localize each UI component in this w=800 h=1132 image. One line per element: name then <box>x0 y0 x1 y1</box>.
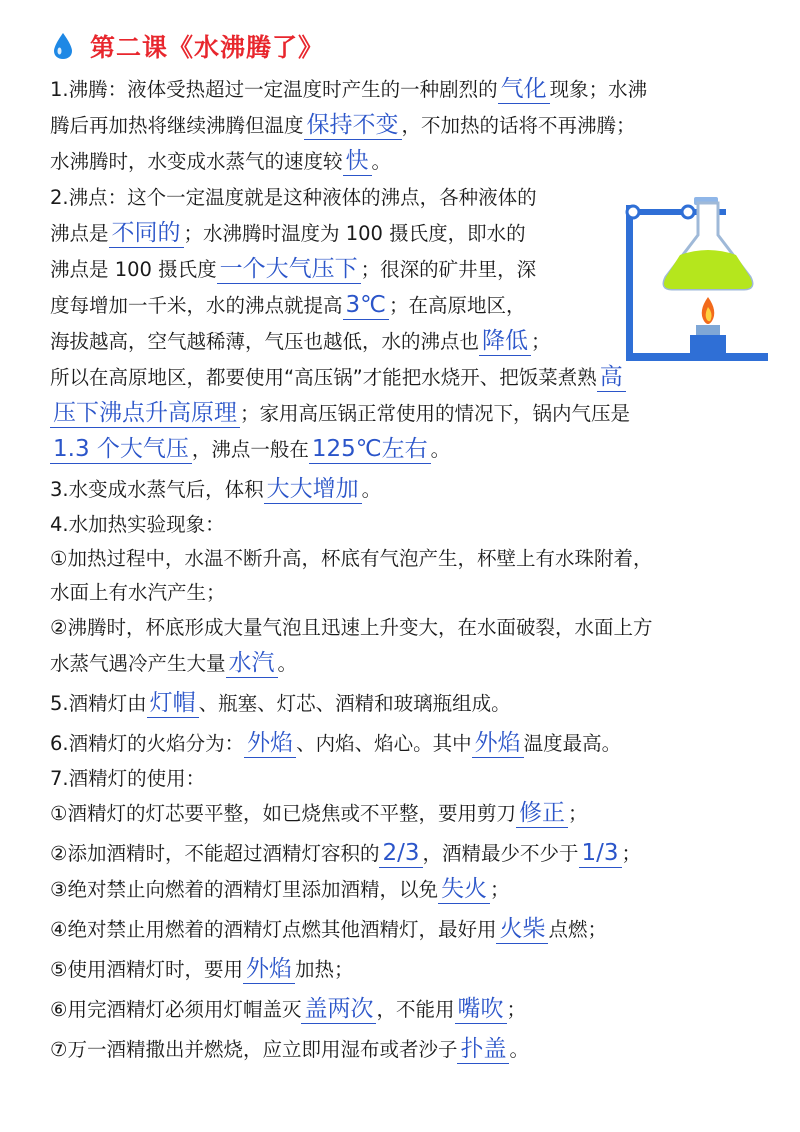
text: 、内焰、焰心。其中 <box>296 732 472 755</box>
text: ，不能用 <box>376 998 455 1021</box>
text: 水沸腾时，水变成水蒸气的速度较 <box>50 150 343 173</box>
answer: 1.3 个大气压 <box>50 435 192 464</box>
answer: 一个大气压下 <box>217 255 361 284</box>
s2-line-4 <box>50 288 758 324</box>
s2-line-2 <box>50 216 758 252</box>
text: ；家用高压锅正常使用的情况下，锅内气压是 <box>240 402 631 425</box>
s6-line <box>50 726 758 762</box>
s4-line-1 <box>50 542 758 576</box>
answer: 外焰 <box>472 729 524 758</box>
answer: 失火 <box>438 875 490 904</box>
water-drop-icon <box>50 31 76 61</box>
text: 4.水加热实验现象： <box>50 513 225 536</box>
text: ⑤使用酒精灯时，要用 <box>50 958 243 981</box>
title-row <box>50 26 324 66</box>
text: 现象；水沸 <box>549 78 648 101</box>
text: 点燃； <box>548 918 607 941</box>
answer: 3℃ <box>343 291 389 320</box>
s1-line-1 <box>50 72 758 108</box>
text: 。 <box>361 478 382 501</box>
s7-item-2 <box>50 836 758 872</box>
answer: 嘴吹 <box>455 995 507 1024</box>
s4-head <box>50 508 758 542</box>
text: ； <box>621 842 642 865</box>
text: 6.酒精灯的火焰分为： <box>50 732 245 755</box>
text: ；很深的矿井里，深 <box>360 258 537 281</box>
s7-item-1 <box>50 796 758 832</box>
s4-line-4 <box>50 646 758 682</box>
text: ④绝对禁止用燃着的酒精灯点燃其他酒精灯，最好用 <box>50 918 497 941</box>
s2-line-1 <box>50 180 758 216</box>
s1-line-2 <box>50 108 758 144</box>
text: 腾后再加热将继续沸腾但温度 <box>50 114 304 137</box>
text: ；在高原地区， <box>388 294 526 317</box>
text: 、瓶塞、灯芯、酒精和玻璃瓶组成。 <box>198 692 511 715</box>
text: 海拔越高，空气越稀薄，气压也越低，水的沸点也 <box>50 330 480 353</box>
text: ②添加酒精时，不能超过酒精灯容积的 <box>50 842 380 865</box>
content <box>50 72 758 1068</box>
text: ； <box>531 330 551 353</box>
text: ；水沸腾时温度为 100 摄氏度，即水的 <box>183 222 526 245</box>
text: 3.水变成水蒸气后，体积 <box>50 478 264 501</box>
text: 水面上有水汽产生； <box>50 581 226 604</box>
answer: 火柴 <box>496 915 548 944</box>
text: ，沸点一般在 <box>191 438 309 461</box>
text: 1.沸腾：液体受热超过一定温度时产生的一种剧烈的 <box>50 78 498 101</box>
s7-head <box>50 762 758 796</box>
answer: 大大增加 <box>264 475 362 504</box>
answer: 降低 <box>479 327 531 356</box>
s7-item-4 <box>50 912 758 948</box>
s2-line-5 <box>50 324 758 360</box>
text: ，不加热的话将不再沸腾； <box>401 114 636 137</box>
text: 。 <box>277 652 298 675</box>
answer: 外焰 <box>243 955 295 984</box>
s2-line-7 <box>50 396 758 432</box>
s2-line-3 <box>50 252 758 288</box>
text: 。 <box>371 150 392 173</box>
s4-line-3 <box>50 610 758 646</box>
answer: 气化 <box>498 75 550 104</box>
text: ⑦万一酒精撒出并燃烧，应立即用湿布或者沙子 <box>50 1038 458 1061</box>
answer: 水汽 <box>226 649 278 678</box>
text: ，酒精最少不少于 <box>422 842 579 865</box>
answer: 125℃左右 <box>309 435 431 464</box>
text: ③绝对禁止向燃着的酒精灯里添加酒精，以免 <box>50 878 438 901</box>
text: 加热； <box>294 958 354 981</box>
text: 7.酒精灯的使用： <box>50 767 206 790</box>
text: ①加热过程中，水温不断升高，杯底有气泡产生，杯壁上有水珠附着， <box>50 547 653 570</box>
answer: 保持不变 <box>304 111 402 140</box>
text: 2.沸点：这个一定温度就是这种液体的沸点，各种液体的 <box>50 186 537 209</box>
text: ； <box>489 878 510 901</box>
text: 。 <box>430 438 451 461</box>
text: 所以在高原地区，都要使用“高压锅”才能把水烧开、把饭菜煮熟 <box>50 366 597 389</box>
answer: 扑盖 <box>457 1035 509 1064</box>
answer: 高 <box>597 363 626 392</box>
text: 沸点是 100 摄氏度 <box>50 258 217 281</box>
s2-line-8 <box>50 432 758 468</box>
answer: 外焰 <box>244 729 296 758</box>
text: ②沸腾时，杯底形成大量气泡且迅速上升变大，在水面破裂，水面上方 <box>50 616 653 639</box>
text: 水蒸气遇冷产生大量 <box>50 652 226 675</box>
s7-item-5 <box>50 952 758 988</box>
answer: 2/3 <box>379 839 422 868</box>
text: ①酒精灯的灯芯要平整，如已烧焦或不平整，要用剪刀 <box>50 802 516 825</box>
answer: 不同的 <box>109 219 184 248</box>
text: 度每增加一千米，水的沸点就提高 <box>50 294 343 317</box>
text: ； <box>506 998 527 1021</box>
answer: 修正 <box>516 799 568 828</box>
answer: 灯帽 <box>147 689 199 718</box>
text: 沸点是 <box>50 222 109 245</box>
s7-item-7 <box>50 1032 758 1068</box>
text: 。 <box>509 1038 529 1061</box>
text: 温度最高。 <box>523 732 622 755</box>
s3-line <box>50 472 758 508</box>
text: ⑥用完酒精灯必须用灯帽盖灭 <box>50 998 302 1021</box>
s7-item-6 <box>50 992 758 1028</box>
s7-item-3 <box>50 872 758 908</box>
answer: 盖两次 <box>301 995 376 1024</box>
s2-line-6 <box>50 360 758 396</box>
s5-line <box>50 686 758 722</box>
answer: 快 <box>343 147 372 176</box>
text: 5.酒精灯由 <box>50 692 147 715</box>
page-title: 第二课《水沸腾了》 <box>90 33 325 62</box>
text: ； <box>567 802 588 825</box>
s4-line-2 <box>50 576 758 610</box>
s1-line-3 <box>50 144 758 180</box>
answer: 1/3 <box>579 839 622 868</box>
answer: 压下沸点升高原理 <box>50 399 240 428</box>
